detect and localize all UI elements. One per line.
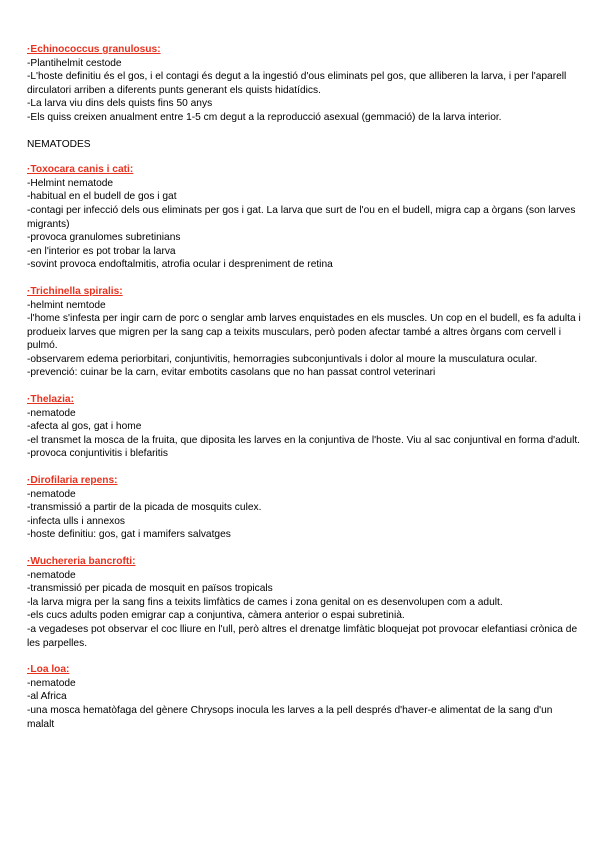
- section-line: -helmint nemtode: [27, 299, 106, 311]
- section-dirofilaria: [27, 474, 582, 542]
- section-line: -infecta ulls i annexos: [27, 515, 125, 527]
- section-line: -L'hoste definitiu és el gos, i el contagi és degut a la ingestió d'ous eliminats pel gos, que alliberen la larva, i per l'aparell dirculatori arriben a diferents punts generant els quists hidatídics.: [27, 71, 567, 96]
- section-line: -prevenció: cuinar be la carn, evitar embotits casolans que no han passat control veterinari: [27, 367, 436, 379]
- section-line: -nematode: [27, 407, 76, 419]
- section-line: -a vegadeses pot observar el coc lliure en l'ull, però altres el drenatge limfàtic bloquejat pot provocar elefantiasi crònica de les parpelles.: [27, 623, 578, 649]
- section-line: -nematode: [27, 569, 76, 581]
- section-line: -en l'interior es pot trobar la larva: [27, 245, 176, 257]
- section-line: -afecta al gos, gat i home: [27, 421, 142, 433]
- section-line: -l'home s'infesta per ingir carn de porc o senglar amb larves enquistades en els muscles. Un cop en el budell, es fa adulta i produeix larves que migren per la sang cap a teixits musculars, però poden afectar també a altres òrgans com cervell i pulmó.: [27, 313, 581, 352]
- section-heading: ·Loa loa:: [27, 664, 70, 676]
- section-heading: ·Trichinella spiralis:: [27, 285, 123, 297]
- section-line: -observarem edema periorbitari, conjuntivitis, hemorragies subconjuntivals i dolor al moure la musculatura ocular.: [27, 353, 538, 365]
- section-line: -sovint provoca endoftalmitis, atrofia ocular i despreniment de retina: [27, 259, 333, 271]
- section-line: -transmissió per picada de mosquit en països tropicals: [27, 583, 273, 595]
- section-wuchereria: [27, 555, 582, 650]
- section-line: -una mosca hematòfaga del gènere Chrysops inocula les larves a la pell després d'haver-e alimentat de la sang d'un malalt: [27, 704, 553, 730]
- nematodes-title: NEMATODES: [27, 138, 91, 150]
- section-line: -habitual en el budell de gos i gat: [27, 191, 177, 203]
- section-line: -transmissió a partir de la picada de mosquits culex.: [27, 502, 262, 514]
- section-thelazia: [27, 393, 582, 461]
- section-line: -Helmint nematode: [27, 177, 114, 189]
- section-heading: ·Toxocara canis i cati:: [27, 164, 134, 176]
- section-heading: ·Thelazia:: [27, 394, 74, 406]
- section-line: -contagi per infecció dels ous eliminats per gos i gat. La larva que surt de l'ou en el budell, migra cap a òrgans (son larves migrants): [27, 204, 576, 230]
- document-page: [27, 43, 582, 744]
- section-line: -nematode: [27, 677, 76, 689]
- section-toxocara: [27, 163, 582, 272]
- section-line: -La larva viu dins dels quists fins 50 anys: [27, 98, 213, 110]
- section-line: -la larva migra per la sang fins a teixits limfàtics de cames i zona genital on es desenvolupen com a adult.: [27, 596, 503, 608]
- section-heading: ·Wuchereria bancrofti:: [27, 556, 136, 567]
- section-echinococcus: [27, 43, 582, 125]
- section-line: -els cucs adults poden emigrar cap a conjuntiva, càmera anterior o espai subretinià.: [27, 610, 405, 622]
- section-heading: ·Echinococcus granulosus:: [27, 44, 161, 55]
- section-line: -nematode: [27, 488, 76, 500]
- section-line: -provoca conjuntivitis i blefaritis: [27, 448, 168, 460]
- section-loa-loa: [27, 663, 582, 731]
- section-line: -al Africa: [27, 691, 67, 703]
- section-line: -el transmet la mosca de la fruita, que diposita les larves en la conjuntiva de l'hoste. Viu al sac conjuntival en forma d'adult.: [27, 434, 580, 446]
- section-line: -Plantihelmit cestode: [27, 57, 122, 69]
- section-line: -hoste definitiu: gos, gat i mamifers salvatges: [27, 529, 231, 541]
- section-heading: ·Dirofilaria repens:: [27, 475, 118, 487]
- section-line: -provoca granulomes subretinians: [27, 232, 181, 244]
- section-trichinella: [27, 285, 582, 380]
- section-line: -Els quiss creixen anualment entre 1-5 cm degut a la reproducció asexual (gemmació) de la larva interior.: [27, 111, 502, 123]
